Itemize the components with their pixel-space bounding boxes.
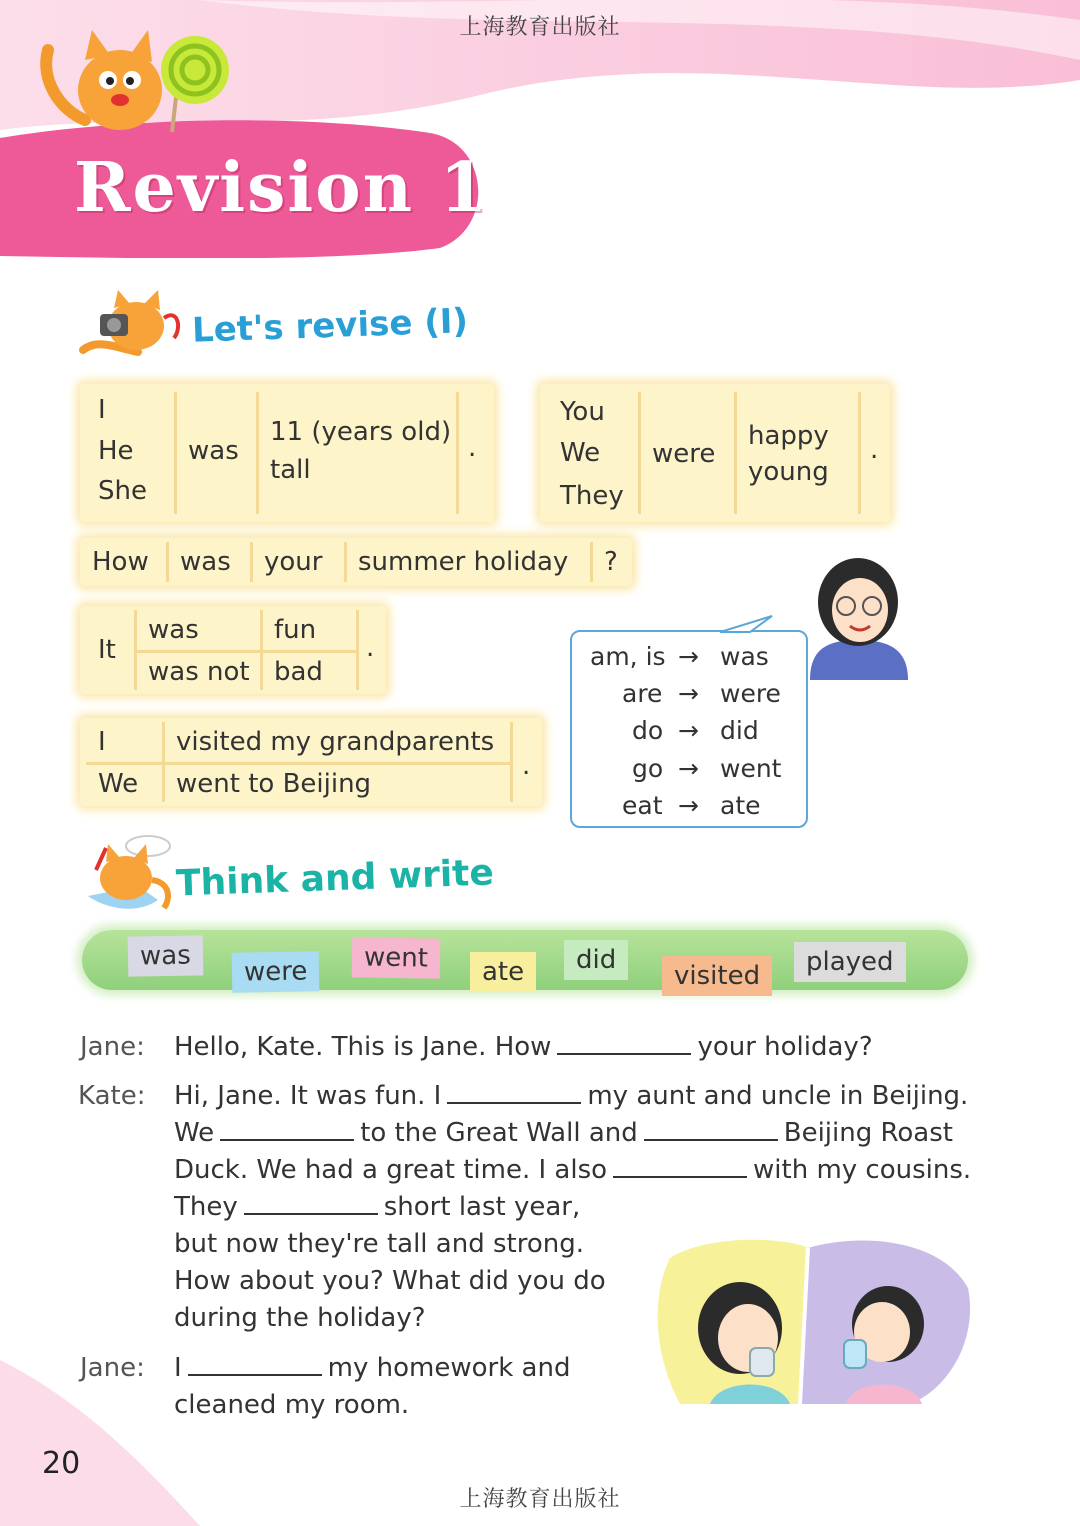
speaker-jane: Jane: xyxy=(80,1032,145,1062)
grammar-table-were xyxy=(540,384,890,522)
adjective-bad: bad xyxy=(274,657,323,687)
complement-tall: tall xyxy=(270,455,311,485)
table-divider xyxy=(260,610,263,690)
subject-i: I xyxy=(98,395,106,425)
subject-they: They xyxy=(560,481,624,511)
subject-i: I xyxy=(98,727,106,757)
word-chip-visited: visited xyxy=(662,956,772,996)
grammar-table-past-actions xyxy=(80,718,542,806)
dialogue-text: with my cousins. xyxy=(753,1155,972,1185)
arrow-icon: → xyxy=(678,679,699,708)
full-stop: . xyxy=(366,633,375,663)
conversion-to-ate: ate xyxy=(720,791,761,820)
conversion-from-do: do xyxy=(632,716,664,745)
dialogue-line xyxy=(174,1081,968,1111)
arrow-icon: → xyxy=(678,642,699,671)
speaker-jane: Jane: xyxy=(80,1353,145,1383)
dialogue-text: Duck. We had a great time. I also xyxy=(174,1155,608,1185)
complement-age: 11 (years old) xyxy=(270,417,452,447)
conversion-from-go: go xyxy=(632,754,664,783)
q-word-was: was xyxy=(180,547,231,577)
dialogue-text: during the holiday? xyxy=(174,1303,426,1333)
dialogue-line xyxy=(174,1353,570,1383)
dialogue-line xyxy=(174,1192,580,1222)
dialogue-text: my homework and xyxy=(327,1353,571,1383)
subject-we: We xyxy=(560,438,601,468)
dialogue-text: Hello, Kate. This is Jane. How xyxy=(174,1032,552,1062)
phrase-visited-grandparents: visited my grandparents xyxy=(176,727,495,757)
table-divider xyxy=(344,542,347,582)
dialogue-text: but now they're tall and strong. xyxy=(174,1229,584,1259)
dialogue-text: Hi, Jane. It was fun. I xyxy=(174,1081,442,1111)
conversion-to-were: were xyxy=(720,679,781,708)
word-chip-went: went xyxy=(352,937,441,979)
table-divider xyxy=(734,392,737,514)
dialogue-text: my aunt and uncle in Beijing. xyxy=(587,1081,969,1111)
subject-he: He xyxy=(98,436,134,466)
dialogue-text: We xyxy=(174,1118,215,1148)
answer-blank[interactable] xyxy=(244,1195,378,1215)
dialogue-text: your holiday? xyxy=(697,1032,873,1062)
verb-was: was xyxy=(188,436,239,466)
table-divider xyxy=(858,392,861,514)
q-word-summer-holiday: summer holiday xyxy=(358,547,569,577)
subject-it: It xyxy=(98,635,116,665)
subject-we: We xyxy=(98,769,139,799)
dialogue-text: How about you? What did you do xyxy=(174,1266,606,1296)
word-chip-ate: ate xyxy=(470,952,536,992)
conversion-to-did: did xyxy=(720,716,759,745)
q-word-your: your xyxy=(264,547,323,577)
subject-you: You xyxy=(560,397,605,427)
conversion-to-was: was xyxy=(720,642,769,671)
conversion-from-am-is: am, is xyxy=(590,642,666,671)
cat-lollipop-icon xyxy=(30,20,240,140)
arrow-icon: → xyxy=(678,791,699,820)
word-chip-was: was xyxy=(128,935,203,976)
table-divider xyxy=(590,542,593,582)
conversion-to-went: went xyxy=(720,754,782,783)
teacher-illustration xyxy=(796,546,920,680)
section-title-lets-revise: Let's revise (I) xyxy=(191,301,469,351)
dialogue-line xyxy=(174,1155,971,1185)
word-chip-were: were xyxy=(232,951,320,993)
cat-writing-icon xyxy=(78,830,178,916)
word-chip-played: played xyxy=(794,942,906,982)
question-row xyxy=(80,538,632,586)
dialogue-text: to the Great Wall and xyxy=(360,1118,638,1148)
full-stop: . xyxy=(870,435,879,465)
table-divider xyxy=(136,650,356,653)
full-stop: . xyxy=(468,433,477,463)
table-divider xyxy=(174,392,177,514)
speaker-kate: Kate: xyxy=(78,1081,146,1111)
full-stop: . xyxy=(522,751,531,781)
answer-blank[interactable] xyxy=(644,1121,778,1141)
table-divider xyxy=(166,542,169,582)
table-divider xyxy=(456,392,459,514)
table-divider xyxy=(256,392,259,514)
dialogue-text: I xyxy=(174,1353,182,1383)
dialogue-line xyxy=(174,1118,953,1148)
girls-phone-call-illustration xyxy=(650,1228,974,1404)
page-number: 20 xyxy=(42,1446,81,1481)
page-title: Revision 1 xyxy=(74,148,490,228)
answer-blank[interactable] xyxy=(447,1084,581,1104)
verb-were: were xyxy=(652,439,716,469)
speech-bubble-tail xyxy=(720,614,780,634)
dialogue-text: Beijing Roast xyxy=(783,1118,953,1148)
table-divider xyxy=(356,610,359,690)
cat-camera-icon xyxy=(78,288,188,360)
conversion-from-eat: eat xyxy=(622,791,663,820)
complement-happy: happy xyxy=(748,421,829,451)
publisher-name: 上海教育出版社 xyxy=(459,15,621,40)
publisher-name: 上海教育出版社 xyxy=(459,1487,621,1512)
section-title-think-and-write: Think and write xyxy=(175,852,495,905)
dialogue-text: They xyxy=(174,1192,238,1222)
table-divider xyxy=(510,722,513,802)
word-chip-did: did xyxy=(564,940,628,980)
answer-blank[interactable] xyxy=(557,1035,691,1055)
answer-blank[interactable] xyxy=(188,1356,322,1376)
dialogue-line xyxy=(174,1032,873,1062)
arrow-icon: → xyxy=(678,754,699,783)
dialogue-text: cleaned my room. xyxy=(174,1390,410,1420)
q-mark: ? xyxy=(604,547,618,577)
grammar-table-was xyxy=(80,384,494,522)
verb-was-not: was not xyxy=(148,657,250,687)
arrow-icon: → xyxy=(678,716,699,745)
conversion-from-are: are xyxy=(622,679,663,708)
answer-blank[interactable] xyxy=(613,1158,747,1178)
complement-young: young xyxy=(748,457,829,487)
phrase-went-to-beijing: went to Beijing xyxy=(176,769,372,799)
answer-blank[interactable] xyxy=(220,1121,354,1141)
adjective-fun: fun xyxy=(274,615,317,645)
q-word-how: How xyxy=(92,547,149,577)
verb-was: was xyxy=(148,615,199,645)
table-divider xyxy=(250,542,253,582)
dialogue-text: short last year, xyxy=(383,1192,581,1222)
table-divider xyxy=(638,392,641,514)
subject-she: She xyxy=(98,476,147,506)
grammar-table-it-was xyxy=(80,606,386,694)
